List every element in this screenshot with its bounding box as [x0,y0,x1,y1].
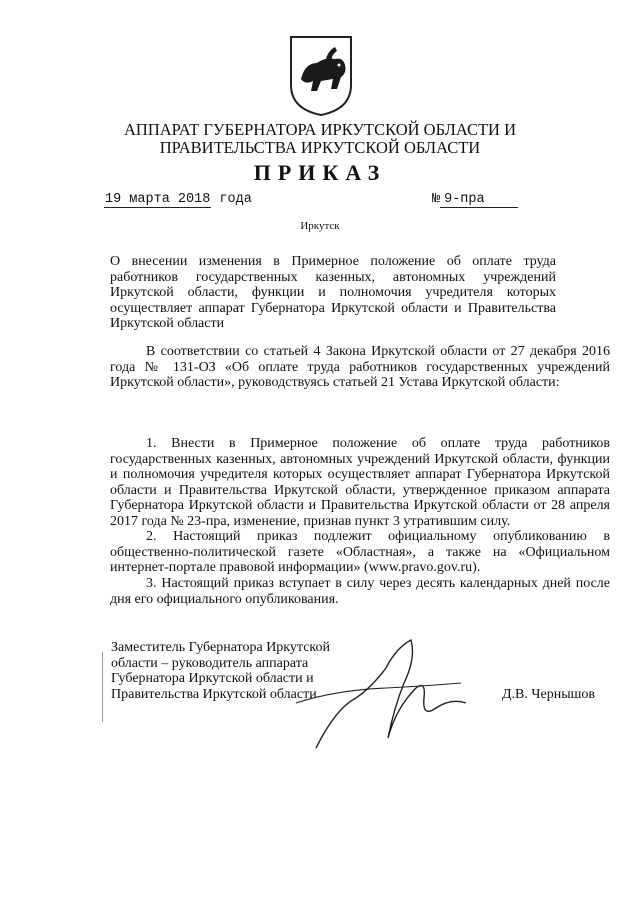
preamble-paragraph: В соответствии со статьей 4 Закона Иркутской области от 27 декабря 2016 года № 131-ОЗ «Об оплате труда работников государственных учреждений Иркутской области», руководствуясь статьей 21 Устава Иркутской области: [110,344,610,390]
organization-line-1: АППАРАТ ГУБЕРНАТОРА ИРКУТСКОЙ ОБЛАСТИ И [123,120,516,139]
date-suffix: года [219,192,252,207]
signer-title-line: Заместитель Губернатора Иркутской [111,640,330,655]
margin-mark [102,652,103,722]
document-subject: О внесении изменения в Примерное положение об оплате труда работников государственных казенных, автономных учреждений Иркутской области, функции и полномочия учредителя которых осуществляет аппарат Губернатора Иркутской области и Правительства Иркутской области [110,254,556,331]
document-date [104,192,252,207]
signer-title-line: Правительства Иркутской области [111,686,317,702]
document-number [432,192,518,208]
organization-line-2: ПРАВИТЕЛЬСТВА ИРКУТСКОЙ ОБЛАСТИ [159,138,481,157]
number-sign: № [432,192,441,207]
order-item-3: 3. Настоящий приказ вступает в силу через десять календарных дней после дня его официального опубликования. [110,576,610,607]
signer-title-line: области – руководитель аппарата [111,655,309,671]
order-item-1: 1. Внести в Примерное положение об оплате труда работников государственных казенных, автономных учреждений Иркутской области, функции и полномочия учредителя которых осуществляет аппарат Губернатора Иркутской области и Правительства Иркутской области, утвержденное приказом аппарата Губернатора Иркутской области и Правительства Иркутской области от 28 апреля 2017 года № 23-пра, изменение, признав пункт 3 утратившим силу. [110,436,610,529]
order-item-2: 2. Настоящий приказ подлежит официальному опубликованию в общественно-политической газете «Областная», а также на «Официальном интернет-портале правовой информации» (www.pravo.gov.ru). [110,529,610,575]
number-value: 9-пра [440,192,518,208]
coat-of-arms-icon [287,33,355,117]
signer-title-line: Губернатора Иркутской области и [111,671,314,686]
document-type-title: ПРИКАЗ [253,160,387,185]
handwritten-signature-icon [276,628,476,758]
signer-name: Д.В. Чернышов [502,687,595,702]
date-value: 19 марта 2018 [105,192,211,207]
city-label: Иркутск [300,220,340,232]
